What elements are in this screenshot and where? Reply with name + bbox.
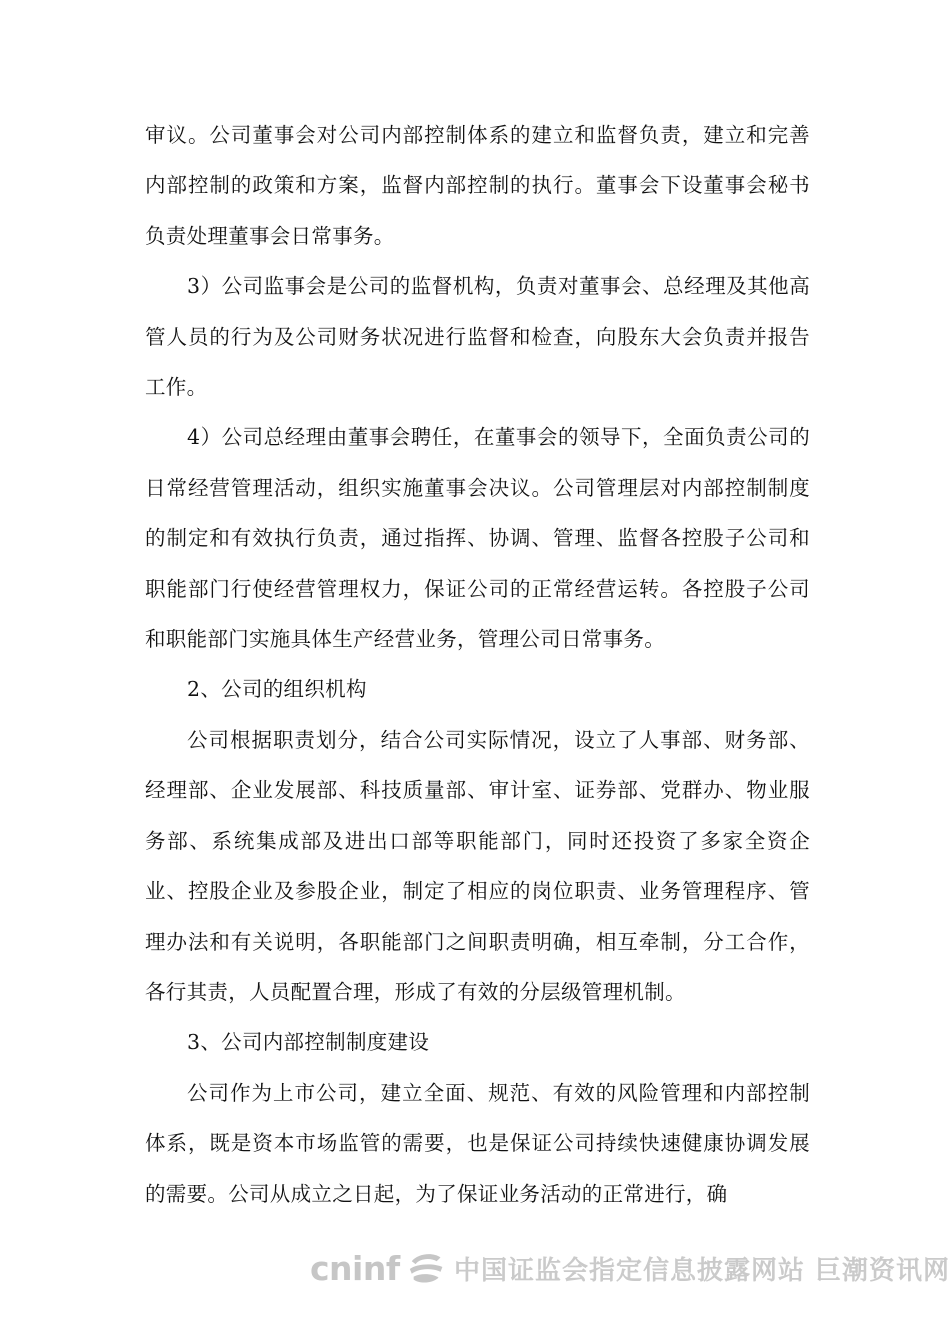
paragraph-organization: 公司根据职责划分，结合公司实际情况，设立了人事部、财务部、经理部、企业发展部、科技质量部、审计室、证券部、党群办、物业服务部、系统集成部及进出口部等职能部门，同时还投资了多家全资企业、控股企业及参股企业，制定了相应的岗位职责、业务管理程序、管理办法和有关说明，各职能部门之间职责明确，相互牵制，分工合作，各行其责，人员配置合理，形成了有效的分层级管理机制。: [145, 727, 810, 1004]
section-heading-organization: 2、公司的组织机构: [187, 677, 367, 702]
footer-site-text: 中国证监会指定信息披露网站 巨潮资讯网: [453, 1255, 950, 1286]
paragraph-internal-control: 公司作为上市公司，建立全面、规范、有效的风险管理和内部控制体系，既是资本市场监管的需要，也是保证公司持续快速健康协调发展的需要。公司从成立之日起，为了保证业务活动的正常进行，确: [145, 1080, 810, 1206]
footer-watermark: [310, 1240, 950, 1296]
section-heading-internal-control: 3、公司内部控制制度建设: [187, 1030, 430, 1055]
cninf-logo-text: cninf: [310, 1248, 400, 1288]
cninf-swirl-icon: [406, 1247, 446, 1289]
document-body: [145, 110, 810, 1219]
paragraph-supervisory-board: 3）公司监事会是公司的监督机构，负责对董事会、总经理及其他高管人员的行为及公司财务状况进行监督和检查，向股东大会负责并报告工作。: [145, 274, 810, 400]
paragraph-general-manager: 4）公司总经理由董事会聘任，在董事会的领导下，全面负责公司的日常经营管理活动，组织实施董事会决议。公司管理层对内部控制制度的制定和有效执行负责，通过指挥、协调、管理、监督各控股子公司和职能部门行使经营管理权力，保证公司的正常经营运转。各控股子公司和职能部门实施具体生产经营业务，管理公司日常事务。: [145, 425, 810, 652]
paragraph-board-review: 审议。公司董事会对公司内部控制体系的建立和监督负责，建立和完善内部控制的政策和方案，监督内部控制的执行。董事会下设董事会秘书负责处理董事会日常事务。: [145, 123, 810, 248]
